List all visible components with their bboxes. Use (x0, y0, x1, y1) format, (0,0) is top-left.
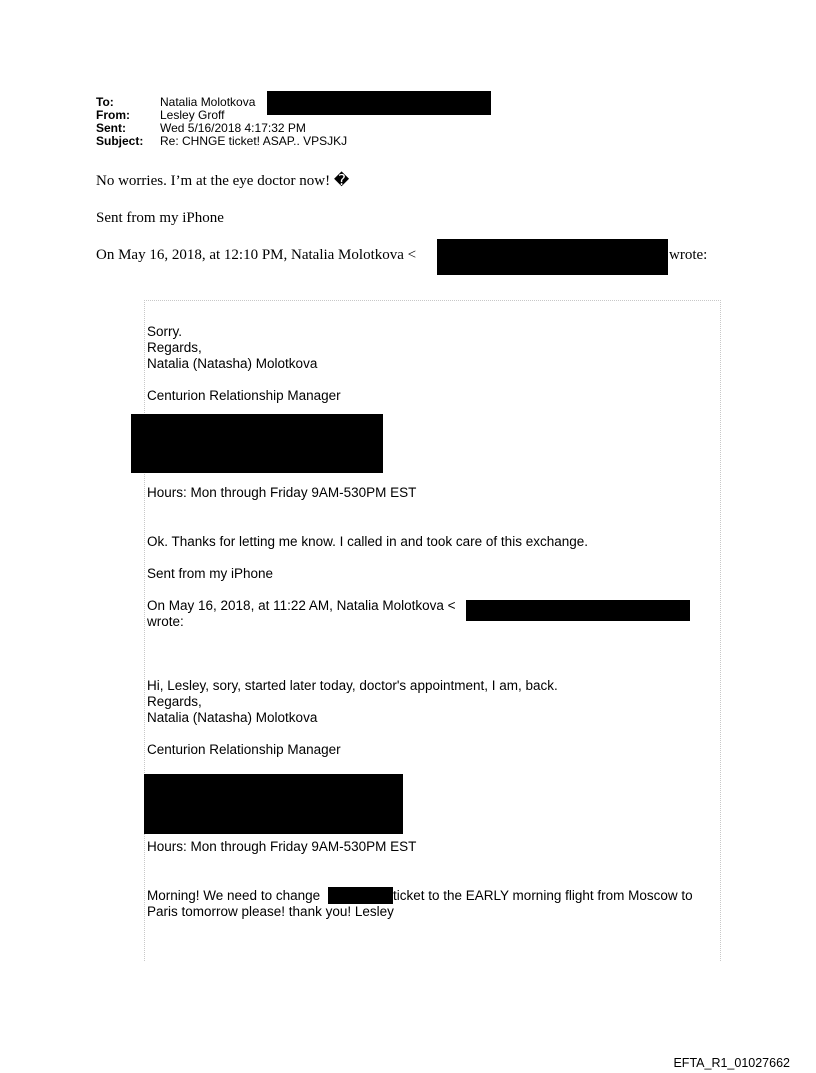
redaction-signature-2 (144, 774, 403, 834)
quoted-hours-2: Hours: Mon through Friday 9AM-530PM EST (147, 839, 417, 854)
redaction-signature-1 (131, 414, 383, 473)
quoted-sorry: Sorry. (147, 324, 183, 339)
quote-intro-wrote: wrote: (669, 247, 708, 263)
quoted-title-2: Centurion Relationship Manager (147, 742, 341, 757)
from-value: Lesley Groff (160, 108, 225, 122)
quoted-sent-iphone: Sent from my iPhone (147, 566, 274, 581)
to-value: Natalia Molotkova (160, 95, 256, 109)
redaction-to-email (267, 91, 491, 115)
quoted-morning-b: ticket to the EARLY morning flight from Moscow to (393, 888, 693, 903)
sent-label: Sent: (96, 121, 126, 135)
document-id: EFTA_R1_01027662 (673, 1056, 790, 1070)
quote-intro: On May 16, 2018, at 12:10 PM, Natalia Molotkova < (96, 247, 417, 263)
quoted-ok-line: Ok. Thanks for letting me know. I called in and took care of this exchange. (147, 534, 588, 549)
quoted-on-line: On May 16, 2018, at 11:22 AM, Natalia Molotkova < (147, 598, 456, 613)
from-label: From: (96, 108, 130, 122)
redaction-on-email (466, 600, 690, 621)
quoted-name-1: Natalia (Natasha) Molotkova (147, 356, 318, 371)
quoted-morning-c: Paris tomorrow please! thank you! Lesley (147, 904, 394, 919)
redaction-quote-email (437, 239, 668, 275)
reply-line-1: No worries. I’m at the eye doctor now! � (96, 173, 350, 189)
quoted-regards-1: Regards, (147, 340, 202, 355)
quoted-regards-2: Regards, (147, 694, 202, 709)
quoted-hours-1: Hours: Mon through Friday 9AM-530PM EST (147, 485, 417, 500)
subject-label: Subject: (96, 134, 144, 148)
subject-value: Re: CHNGE ticket! ASAP.. VPSJKJ (160, 134, 348, 148)
quoted-wrote: wrote: (147, 614, 184, 629)
quoted-morning-a: Morning! We need to change (147, 888, 321, 903)
redaction-passenger-name (328, 887, 393, 904)
to-label: To: (96, 95, 114, 109)
quoted-name-2: Natalia (Natasha) Molotkova (147, 710, 318, 725)
sent-value: Wed 5/16/2018 4:17:32 PM (160, 121, 306, 135)
reply-signature: Sent from my iPhone (96, 210, 224, 226)
quoted-title-1: Centurion Relationship Manager (147, 388, 341, 403)
quoted-hi-line: Hi, Lesley, sory, started later today, doctor's appointment, I am, back. (147, 678, 558, 693)
